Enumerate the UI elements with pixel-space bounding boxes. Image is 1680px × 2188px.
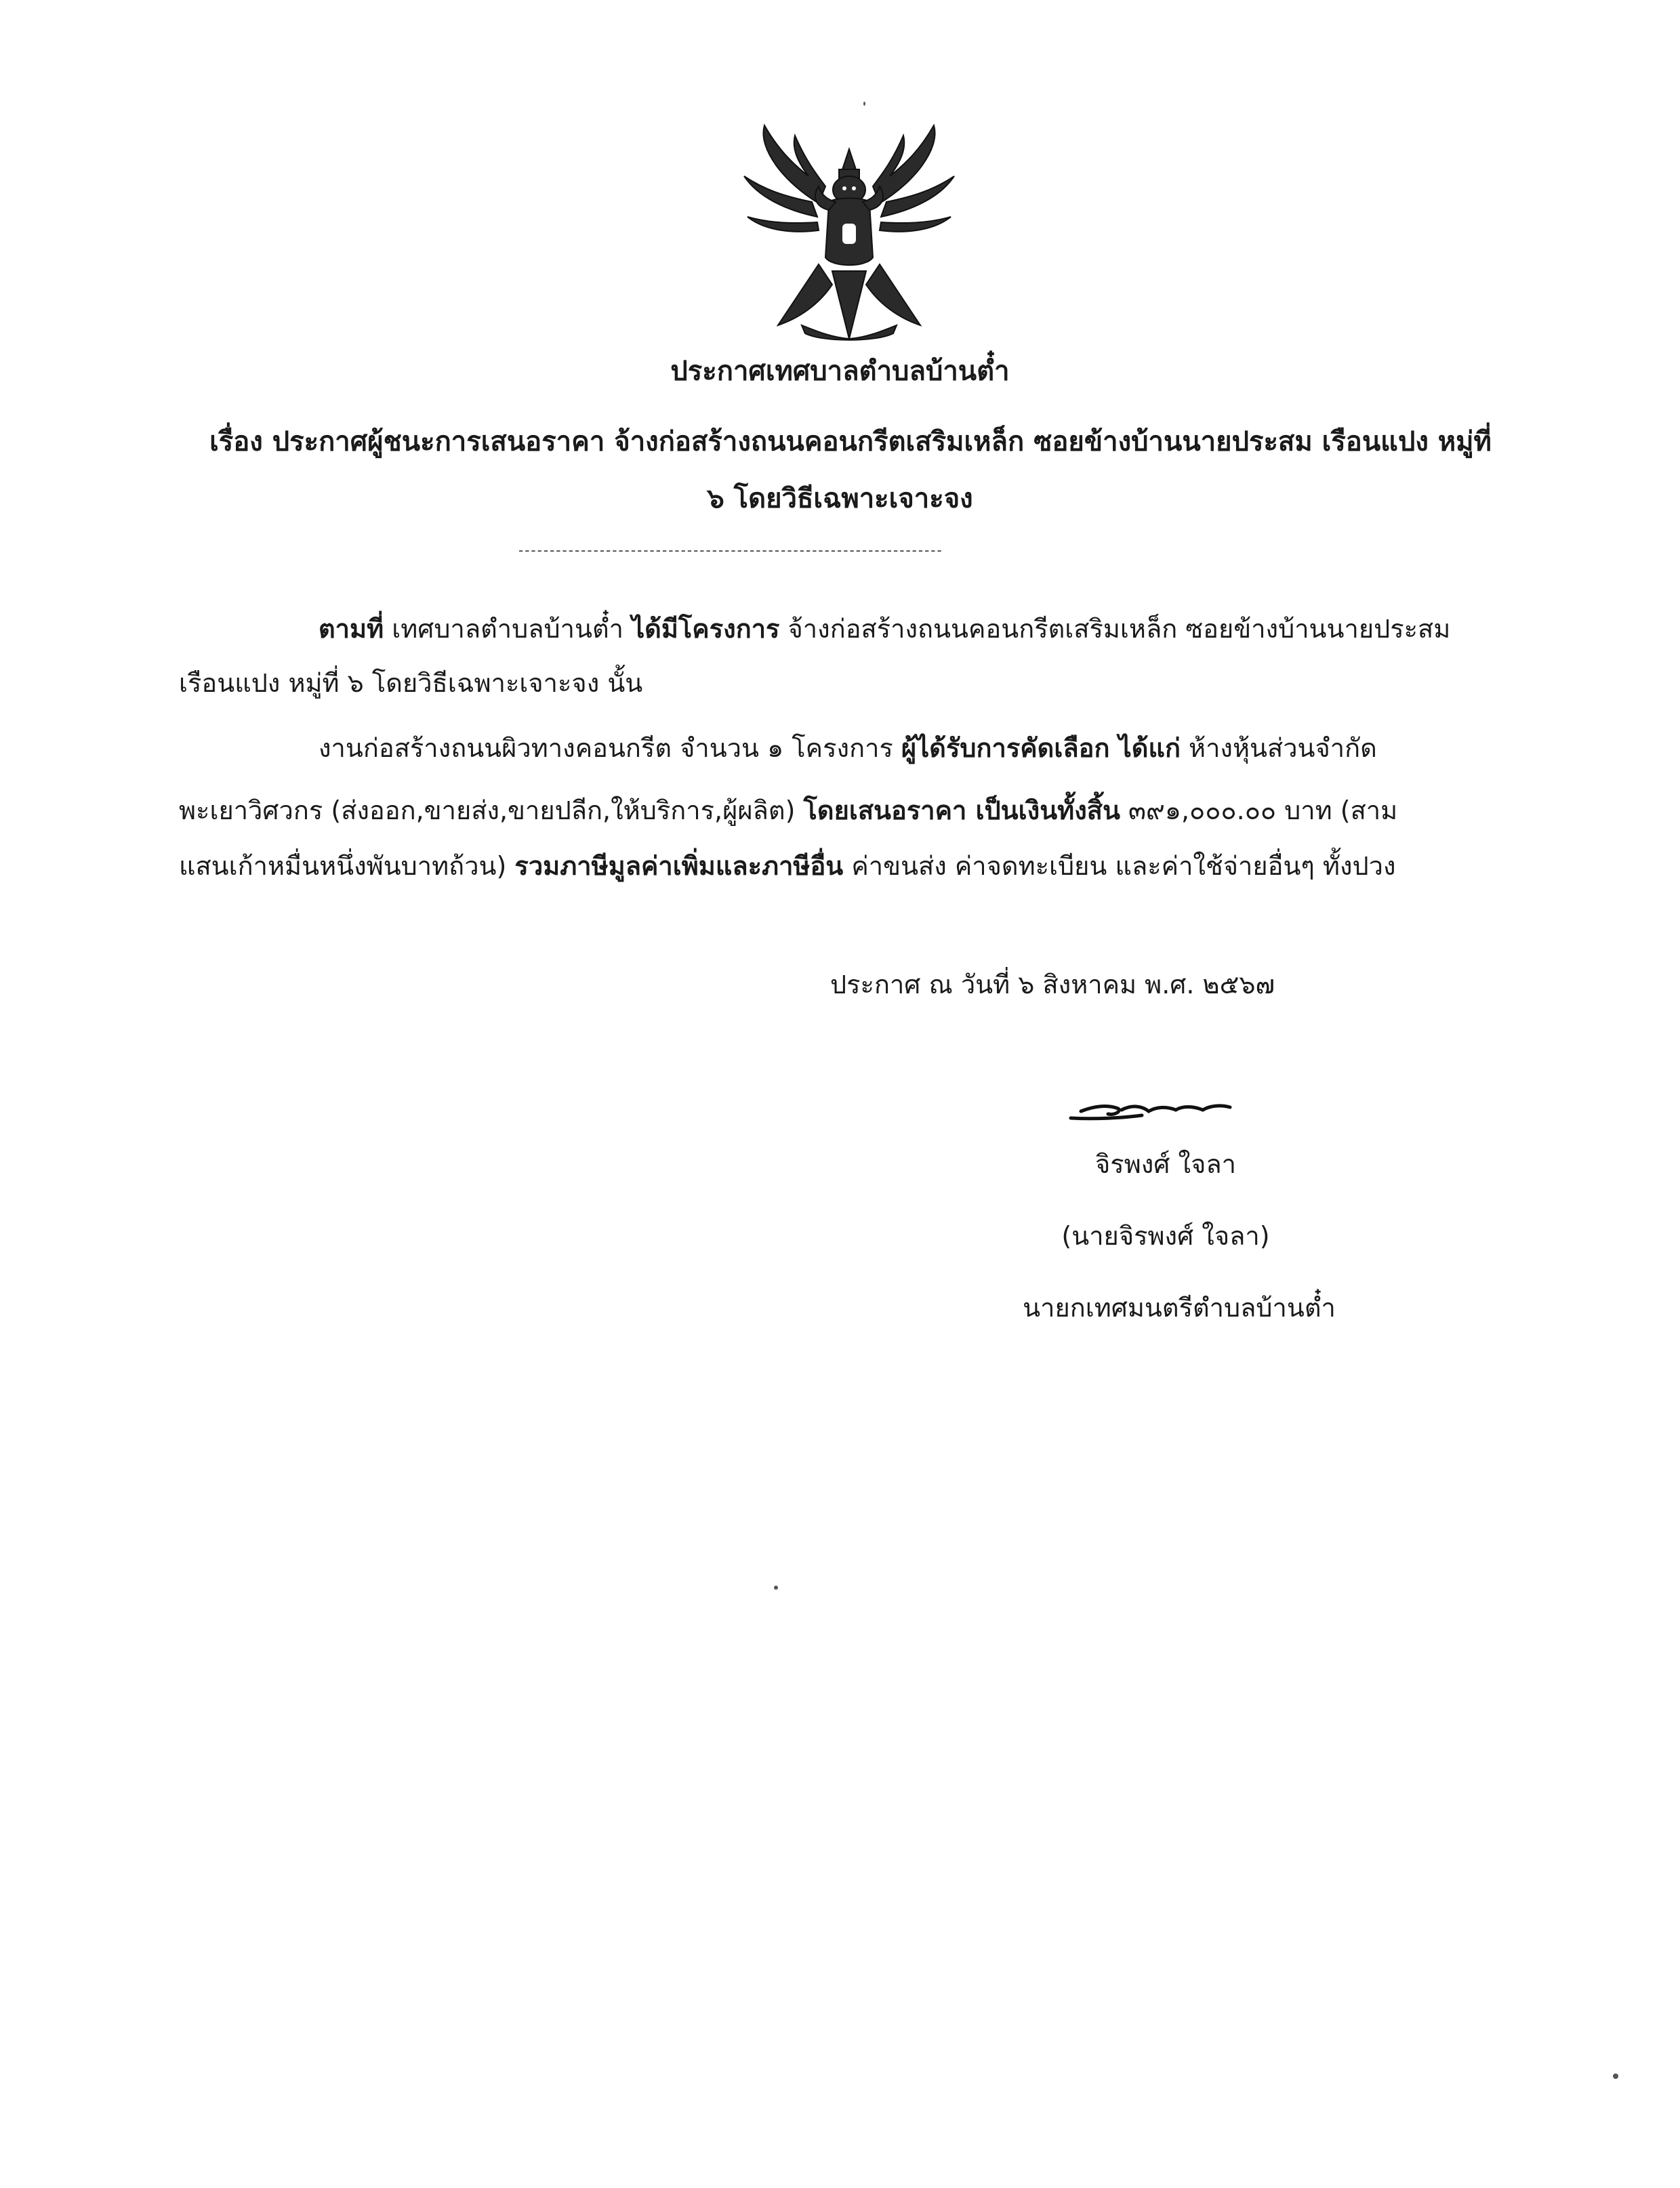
scan-speck	[1613, 2073, 1618, 2079]
scan-speck	[863, 102, 865, 106]
subject-line-2: ๖ โดยวิธีเฉพาะเจาะจง	[707, 483, 973, 514]
subject-line-1: เรื่อง ประกาศผู้ชนะการเสนอราคา จ้างก่อสร้างถนนคอนกรีตเสริมเหล็ก ซอยข้างบ้านนายประสม เรือนแปง หมู่ที่	[209, 426, 1492, 457]
p2-price-label: โดยเสนอราคา เป็นเงินทั้งสิ้น	[803, 796, 1120, 825]
p1-project-label: ได้มีโครงการ	[632, 614, 780, 644]
paragraph-1-line-2: เรือนแปง หมู่ที่ ๖ โดยวิธีเฉพาะเจาะจง นั้น	[179, 668, 643, 698]
p1-project: จ้างก่อสร้างถนนคอนกรีตเสริมเหล็ก ซอยข้างบ้านนายประสม	[779, 614, 1451, 644]
paragraph-1-line-1	[319, 610, 1647, 648]
handwritten-signature	[1067, 1091, 1244, 1132]
paragraph-2-line-3	[179, 847, 1507, 885]
p2-company-name: พะเยาวิศวกร (ส่งออก,ขายส่ง,ขายปลีก,ให้บริการ,ผู้ผลิต)	[179, 796, 804, 825]
garuda-emblem	[737, 122, 961, 352]
p1-lead: ตามที่	[319, 614, 384, 644]
paragraph-2-line-2	[179, 791, 1507, 829]
p1-org: เทศบาลตำบลบ้านต๋ำ	[384, 614, 632, 644]
separator-text: --------------------------------------------------------------------	[518, 542, 943, 558]
p2-selected-label: ผู้ได้รับการคัดเลือก ได้แก่	[901, 733, 1181, 763]
p2-tax-label: รวมภาษีมูลค่าเพิ่มและภาษีอื่น	[514, 851, 844, 881]
signatory-position: นายกเทศมนตรีตำบลบ้านต๋ำ	[1023, 1293, 1336, 1323]
p2-price-words: แสนเก้าหมื่นหนึ่งพันบาทถ้วน)	[179, 851, 515, 881]
signatory-full-name: (นายจิรพงศ์ ใจลา)	[1061, 1221, 1270, 1251]
p2-company-prefix: ห้างหุ้นส่วนจำกัด	[1180, 733, 1377, 763]
p2-work: งานก่อสร้างถนนผิวทางคอนกรีต จำนวน ๑ โครงการ	[319, 733, 901, 763]
p2-costs: ค่าขนส่ง ค่าจดทะเบียน และค่าใช้จ่ายอื่นๆ ทั้งปวง	[843, 851, 1396, 881]
announcement-title: ประกาศเทศบาลตำบลบ้านต๋ำ	[670, 356, 1010, 387]
paragraph-2-line-1	[319, 729, 1647, 767]
announcement-date: ประกาศ ณ วันที่ ๖ สิงหาคม พ.ศ. ๒๕๖๗	[830, 970, 1275, 999]
signatory-name: จิรพงศ์ ใจลา	[1095, 1149, 1236, 1179]
p2-price: ๓๙๑,๐๐๐.๐๐ บาท (สาม	[1120, 796, 1398, 825]
scan-speck	[774, 1586, 778, 1590]
